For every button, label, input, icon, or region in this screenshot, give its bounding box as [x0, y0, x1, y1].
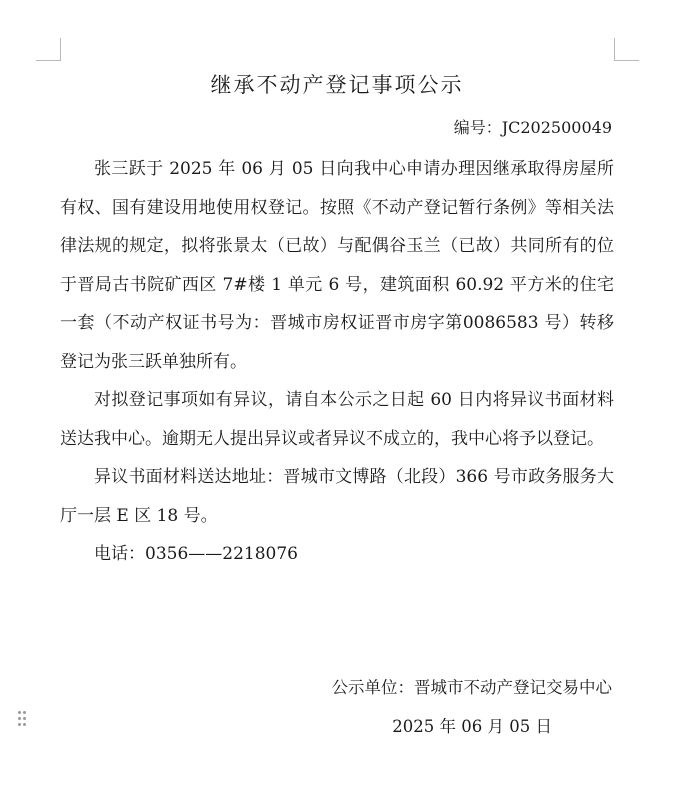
paragraph-address: 异议书面材料送达地址：晋城市文博路（北段）366 号市政务服务大厅一层 E 区 18 号。 — [60, 467, 614, 526]
paragraph-phone: 电话：0356——2218076 — [94, 544, 298, 564]
top-right-crop-mark-icon — [614, 38, 639, 61]
paragraph-application: 张三跃于 2025 年 06 月 05 日向我中心申请办理因继承取得房屋所有权、国有建设用地使用权登记。按照《不动产登记暂行条例》等相关法律法规的规定，拟将张景太（已故）与配偶谷玉兰（已故）共同所有的位于晋局古书院矿西区 7#楼 1 单元 6 号，建筑面积 60.92 平方米的住宅一套（不动产权证书号为：晋城市房权证晋市房字第0086583 号）转移登记为张三跃单独所有。 — [60, 159, 614, 372]
document-body — [60, 150, 614, 574]
signer-unit: 公示单位：晋城市不动产登记交易中心 — [331, 678, 612, 697]
document-title: 继承不动产登记事项公示 — [210, 73, 464, 97]
publication-date: 2025 年 06 月 05 日 — [392, 717, 552, 736]
top-left-crop-mark-icon — [36, 38, 61, 61]
drag-handle-icon[interactable] — [18, 711, 28, 727]
paragraph-objection: 对拟登记事项如有异议，请自本公示之日起 60 日内将异议书面材料送达我中心。逾期无人提出异议或者异议不成立的，我中心将予以登记。 — [60, 390, 614, 449]
document-number: 编号：JC202500049 — [453, 118, 612, 137]
